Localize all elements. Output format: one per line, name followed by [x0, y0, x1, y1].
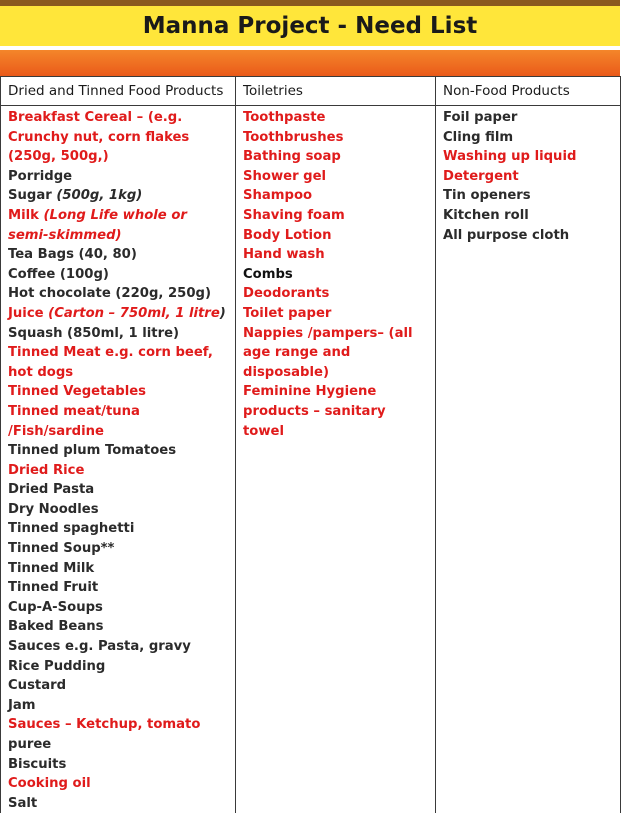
nonfood-item: [443, 206, 613, 226]
item-text: Hand wash: [243, 247, 325, 262]
item-text: (500g, 1kg): [56, 188, 142, 203]
toiletries-item: [243, 147, 428, 167]
toiletries-item: [243, 284, 428, 304]
food-item: [8, 519, 228, 539]
food-item: [8, 402, 228, 441]
item-text: Detergent: [443, 169, 519, 184]
nonfood-item: [443, 226, 613, 246]
food-item: [8, 637, 228, 657]
food-item: [8, 539, 228, 559]
title-banner: [0, 6, 620, 46]
food-item: [8, 108, 228, 167]
item-text: ): [220, 306, 226, 321]
food-item: [8, 245, 228, 265]
item-text: Tin openers: [443, 188, 531, 203]
item-text: Salt: [8, 796, 37, 811]
item-text: Tinned plum Tomatoes: [8, 443, 176, 458]
food-item: [8, 598, 228, 618]
item-text: Cup-A-Soups: [8, 600, 103, 615]
food-item: [8, 755, 228, 775]
item-text: Coffee (100g): [8, 267, 109, 282]
item-text: Squash (850ml, 1 litre): [8, 326, 179, 341]
item-text: Shower gel: [243, 169, 326, 184]
food-item: [8, 206, 228, 245]
item-text: Dried Rice: [8, 463, 84, 478]
food-item: [8, 461, 228, 481]
food-item: [8, 715, 228, 754]
need-list-table: [0, 76, 621, 813]
food-item: [8, 657, 228, 677]
items-row: [1, 106, 621, 813]
food-item: [8, 617, 228, 637]
item-text: Cooking oil: [8, 776, 91, 791]
toiletries-item: [243, 226, 428, 246]
item-text: Tinned Soup**: [8, 541, 114, 556]
toiletries-item: [243, 304, 428, 324]
nonfood-item: [443, 186, 613, 206]
toiletries-item: [243, 186, 428, 206]
food-item: [8, 676, 228, 696]
item-text: Sugar: [8, 188, 56, 203]
food-item: [8, 324, 228, 344]
food-item: [8, 304, 228, 324]
item-text: Dry Noodles: [8, 502, 99, 517]
item-text: Hot chocolate (220g, 250g): [8, 286, 211, 301]
item-text: Custard: [8, 678, 66, 693]
nonfood-item: [443, 108, 613, 128]
item-text: (Carton – 750ml, 1 litre: [48, 306, 220, 321]
item-text: (Long Life whole or semi-skimmed): [8, 208, 187, 243]
item-text: Bathing soap: [243, 149, 341, 164]
orange-band: [0, 50, 620, 76]
item-text: Sauces – Ketchup, tomato: [8, 717, 200, 732]
item-text: Baked Beans: [8, 619, 103, 634]
item-text: Shaving foam: [243, 208, 345, 223]
header-row: [1, 77, 621, 106]
nonfood-item: [443, 147, 613, 167]
food-item: [8, 167, 228, 187]
item-text: Body Lotion: [243, 228, 331, 243]
food-item: [8, 480, 228, 500]
toiletries-item: [243, 108, 428, 128]
food-item: [8, 559, 228, 579]
food-item: [8, 500, 228, 520]
item-text: Rice Pudding: [8, 659, 105, 674]
toiletries-item: [243, 245, 428, 265]
item-text: Toilet paper: [243, 306, 331, 321]
food-item: [8, 343, 228, 382]
item-text: Tinned meat/tuna /Fish/sardine: [8, 404, 140, 439]
item-text: Juice: [8, 306, 48, 321]
item-text: All purpose cloth: [443, 228, 569, 243]
toiletries-item: [243, 206, 428, 226]
nonfood-item: [443, 167, 613, 187]
item-text: Tinned Meat e.g. corn beef, hot dogs: [8, 345, 213, 380]
item-text: Foil paper: [443, 110, 517, 125]
header-food: Dried and Tinned Food Products: [1, 77, 236, 106]
item-text: Breakfast Cereal – (e.g. Crunchy nut, corn flakes (250g, 500g,): [8, 110, 189, 164]
food-item: [8, 441, 228, 461]
item-text: Shampoo: [243, 188, 312, 203]
item-text: puree: [8, 737, 51, 752]
food-item: [8, 578, 228, 598]
item-text: Feminine Hygiene products – sanitary towel: [243, 384, 386, 438]
page-title: Manna Project - Need List: [0, 6, 620, 46]
item-text: Biscuits: [8, 757, 66, 772]
toiletries-item: [243, 382, 428, 441]
food-item: [8, 186, 228, 206]
item-text: Toothbrushes: [243, 130, 343, 145]
item-text: Nappies /pampers– (all age range and disposable): [243, 326, 413, 380]
item-text: Tinned Milk: [8, 561, 94, 576]
toiletries-item: [243, 167, 428, 187]
food-column: [1, 106, 236, 813]
toiletries-item: [243, 265, 428, 285]
food-item: [8, 794, 228, 813]
item-text: Sauces e.g. Pasta, gravy: [8, 639, 191, 654]
item-text: Milk: [8, 208, 44, 223]
nonfood-item: [443, 128, 613, 148]
item-text: Tea Bags (40, 80): [8, 247, 137, 262]
header-toiletries: Toiletries: [236, 77, 436, 106]
item-text: Washing up liquid: [443, 149, 576, 164]
item-text: Combs: [243, 267, 293, 282]
toiletries-item: [243, 324, 428, 383]
item-text: Porridge: [8, 169, 72, 184]
food-item: [8, 774, 228, 794]
item-text: Tinned Fruit: [8, 580, 98, 595]
food-item: [8, 696, 228, 716]
food-item: [8, 265, 228, 285]
item-text: Tinned Vegetables: [8, 384, 146, 399]
toiletries-column: [236, 106, 436, 813]
nonfood-column: [436, 106, 621, 813]
food-item: [8, 284, 228, 304]
item-text: Tinned spaghetti: [8, 521, 134, 536]
item-text: Dried Pasta: [8, 482, 94, 497]
item-text: Deodorants: [243, 286, 329, 301]
header-nonfood: Non-Food Products: [436, 77, 621, 106]
item-text: Kitchen roll: [443, 208, 529, 223]
item-text: Jam: [8, 698, 36, 713]
item-text: Cling film: [443, 130, 513, 145]
item-text: Toothpaste: [243, 110, 326, 125]
toiletries-item: [243, 128, 428, 148]
food-item: [8, 382, 228, 402]
